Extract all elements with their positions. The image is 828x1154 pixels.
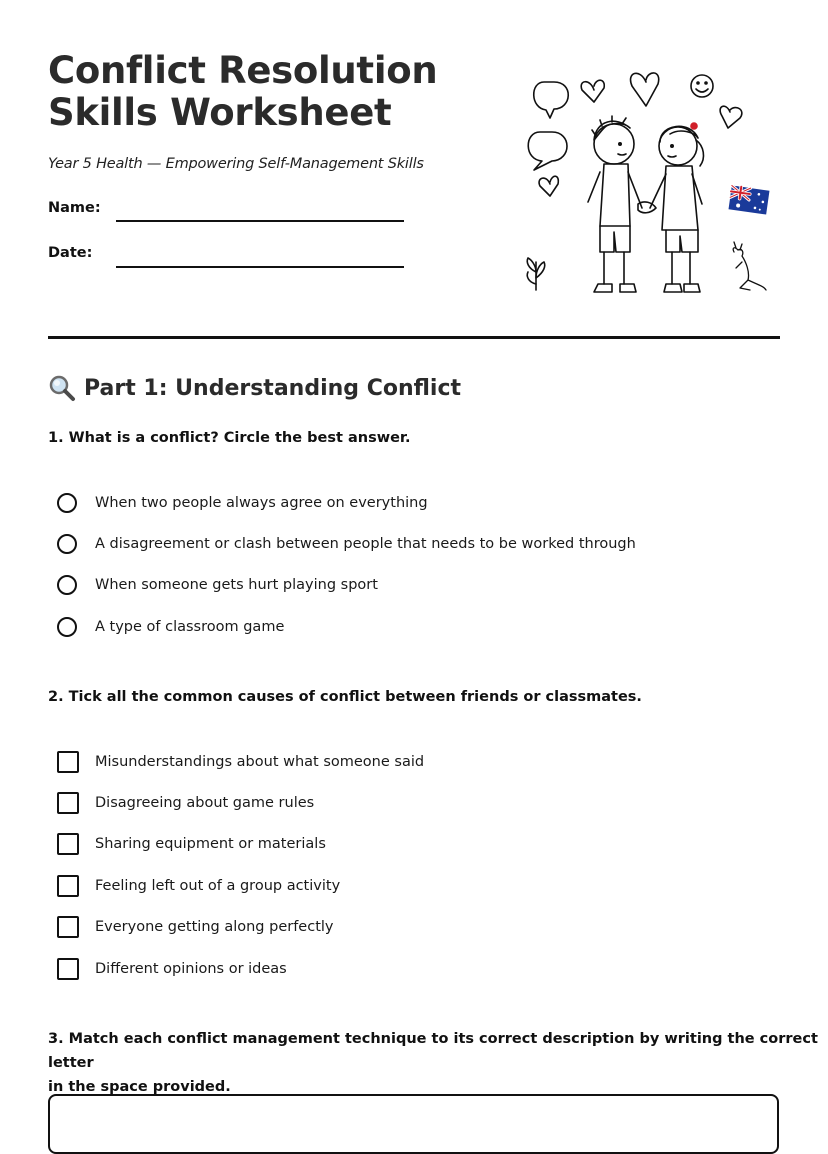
q1-option[interactable] xyxy=(57,572,378,598)
radio-circle[interactable] xyxy=(57,534,77,554)
q1-option[interactable] xyxy=(57,614,284,640)
title-line-1: Conflict Resolution xyxy=(48,49,438,92)
speech-bubble-icon xyxy=(534,82,569,118)
matching-table-box xyxy=(48,1094,779,1154)
worksheet-title xyxy=(48,50,488,134)
q1-option-label: A type of classroom game xyxy=(95,619,285,635)
q1-option[interactable] xyxy=(57,531,636,557)
name-field[interactable] xyxy=(116,220,404,222)
q1-option-label: When someone gets hurt playing sport xyxy=(95,577,378,593)
heart-icon xyxy=(539,176,558,196)
q2-option[interactable] xyxy=(57,873,340,899)
worksheet-subtitle: Year 5 Health — Empowering Self-Management Skills xyxy=(48,156,424,172)
q2-option[interactable] xyxy=(57,831,326,857)
checkbox[interactable] xyxy=(57,751,79,773)
date-label: Date: xyxy=(48,245,93,261)
q1-option-label: A disagreement or clash between people that needs to be worked through xyxy=(95,536,636,552)
part1-heading-text: Part 1: Understanding Conflict xyxy=(84,375,462,401)
q2-prompt: 2. Tick all the common causes of conflict between friends or classmates. xyxy=(48,689,642,705)
smiley-icon xyxy=(691,75,713,97)
q3-prompt-line-2: in the space provided. xyxy=(48,1079,231,1095)
q2-option[interactable] xyxy=(57,790,314,816)
q2-option-label: Feeling left out of a group activity xyxy=(95,878,341,894)
q1-option[interactable] xyxy=(57,490,428,516)
heart-icon xyxy=(631,73,659,106)
q2-option-label: Misunderstandings about what someone said xyxy=(95,754,425,770)
q2-option[interactable] xyxy=(57,749,424,775)
plant-icon xyxy=(527,258,544,290)
heart-icon xyxy=(720,106,742,128)
q1-prompt: 1. What is a conflict? Circle the best answer. xyxy=(48,430,411,446)
date-field[interactable] xyxy=(116,266,404,268)
checkbox[interactable] xyxy=(57,833,79,855)
q3-prompt-line-1: 3. Match each conflict management technique to its correct description by writing the correct letter xyxy=(48,1031,818,1071)
radio-circle[interactable] xyxy=(57,575,77,595)
boy-figure xyxy=(588,116,642,292)
australian-flag-icon xyxy=(729,185,770,214)
radio-circle[interactable] xyxy=(57,493,77,513)
girl-figure xyxy=(650,123,703,292)
heart-icon xyxy=(581,80,604,102)
magnifying-glass-icon xyxy=(48,374,76,402)
q1-option-label: When two people always agree on everything xyxy=(95,495,428,511)
name-label: Name: xyxy=(48,200,101,216)
checkbox[interactable] xyxy=(57,875,79,897)
checkbox[interactable] xyxy=(57,916,79,938)
q3-prompt xyxy=(48,1027,828,1099)
checkbox[interactable] xyxy=(57,958,79,980)
part1-heading xyxy=(48,374,461,402)
q2-option-label: Disagreeing about game rules xyxy=(95,795,315,811)
speech-bubble-icon xyxy=(528,132,567,170)
q2-option[interactable] xyxy=(57,956,287,982)
title-line-2: Skills Worksheet xyxy=(48,91,392,134)
q2-option-label: Different opinions or ideas xyxy=(95,961,287,977)
q2-option[interactable] xyxy=(57,914,334,940)
kangaroo-icon xyxy=(733,242,766,290)
children-shaking-hands-illustration xyxy=(520,62,782,302)
checkbox[interactable] xyxy=(57,792,79,814)
q2-option-label: Everyone getting along perfectly xyxy=(95,919,334,935)
q2-option-label: Sharing equipment or materials xyxy=(95,836,326,852)
header-divider xyxy=(48,336,780,339)
radio-circle[interactable] xyxy=(57,617,77,637)
